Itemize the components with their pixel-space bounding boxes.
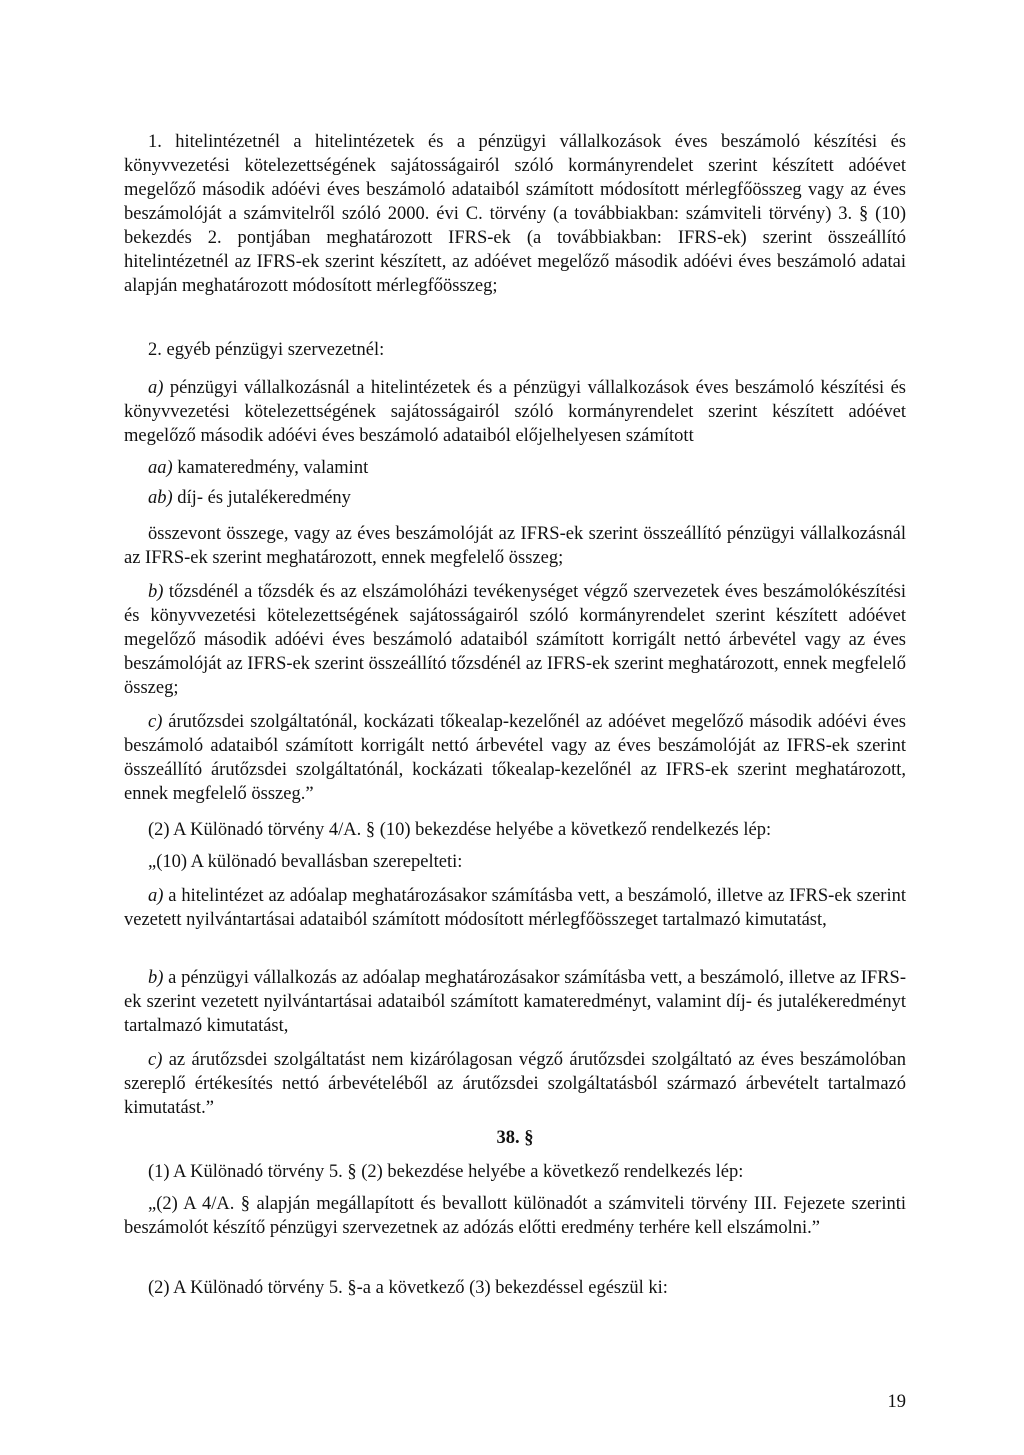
- section-heading-38: 38. §: [496, 1128, 534, 1148]
- paragraph-10-c: c) az árutőzsdei szolgáltatást nem kizárólagosan végző árutőzsdei szolgáltató az éves beszámolóban szereplő értékesítés nettó árbevételéből az árutőzsdei szolgáltatásból származó árbevételt tartalmazó kimutatást.”: [124, 1050, 906, 1118]
- paragraph-section-2: (2) A Különadó törvény 4/A. § (10) bekezdése helyébe a következő rendelkezés lép:: [148, 820, 772, 840]
- paragraph-ab: ab) díj- és jutalékeredmény: [148, 488, 351, 508]
- paragraph-38-1: (1) A Különadó törvény 5. § (2) bekezdése helyébe a következő rendelkezés lép:: [148, 1162, 744, 1182]
- paragraph-aa: aa) kamateredmény, valamint: [148, 458, 369, 478]
- paragraph-1: 1. hitelintézetnél a hitelintézetek és a pénzügyi vállalkozások éves beszámoló készítési és könyvvezetési kötelezettségének sajátosságairól szóló kormányrendelet szerint készített adóévet megelőző második adóévi éves beszámoló adataiból számított módosított mérlegfőösszeg vagy az éves beszámolóját a számvitelről szóló 2000. évi C. törvény (a továbbiakban: számviteli törvény) 3. § (10) bekezdés 2. pontjában meghatározott IFRS-ek (a továbbiakban: IFRS-ek) szerint összeállító hitelintézetnél az IFRS-ek szerint készített, az adóévet megelőző második adóévi éves beszámoló adatai alapján meghatározott módosított mérlegfőösszeg;: [124, 132, 906, 296]
- paragraph-10: „(10) A különadó bevallásban szerepelteti:: [148, 852, 463, 872]
- paragraph-38-2: (2) A Különadó törvény 5. §-a a következő (3) bekezdéssel egészül ki:: [148, 1278, 668, 1298]
- paragraph-10-a: a) a hitelintézet az adóalap meghatározásakor számításba vett, a beszámoló, illetve az IFRS-ek szerint vezetett nyilvántartásai adataiból számított módosított mérlegfőösszeget tartalmazó kimutatást,: [124, 886, 906, 930]
- paragraph-38-quote: „(2) A 4/A. § alapján megállapított és bevallott különadót a számviteli törvény III. Fejezete szerinti beszámolót készítő pénzügyi szervezetnek az adózás előtti eredmény terhére kell elszámolni.”: [124, 1194, 906, 1238]
- paragraph-b: b) tőzsdénél a tőzsdék és az elszámolóházi tevékenységet végző szervezetek éves beszámolókészítési és könyvvezetési kötelezettségének sajátosságairól szóló kormányrendelet szerint készített adóévet megelőző második adóévi éves beszámoló adataiból számított korrigált nettó árbevétel vagy az éves beszámolóját az IFRS-ek szerint összeállító tőzsdénél az IFRS-ek szerint meghatározott, ennek megfelelő összeg;: [124, 582, 906, 698]
- paragraph-osszevont: összevont összege, vagy az éves beszámolóját az IFRS-ek szerint összeállító pénzügyi vállalkozásnál az IFRS-ek szerint meghatározott, ennek megfelelő összeg;: [124, 524, 906, 568]
- paragraph-c: c) árutőzsdei szolgáltatónál, kockázati tőkealap-kezelőnél az adóévet megelőző második adóévi éves beszámoló adataiból számított korrigált nettó árbevétel vagy az éves beszámolóját az IFRS-ek szerint összeállító árutőzsdei szolgáltatónál, kockázati tőkealap-kezelőnél az IFRS-ek szerint meghatározott, ennek megfelelő összeg.”: [124, 712, 906, 804]
- paragraph-2: 2. egyéb pénzügyi szervezetnél:: [148, 340, 385, 360]
- page-number: 19: [887, 1392, 906, 1412]
- paragraph-10-b: b) a pénzügyi vállalkozás az adóalap meghatározásakor számításba vett, a beszámoló, illetve az IFRS-ek szerint vezetett nyilvántartásai adataiból számított kamateredményt, valamint díj- és jutalékeredményt tartalmazó kimutatást,: [124, 968, 906, 1036]
- paragraph-a: a) pénzügyi vállalkozásnál a hitelintézetek és a pénzügyi vállalkozások éves beszámoló készítési és könyvvezetési kötelezettségének sajátosságairól szóló kormányrendelet szerint készített adóévet megelőző második adóévi éves beszámoló adataiból előjelhelyesen számított: [124, 378, 906, 446]
